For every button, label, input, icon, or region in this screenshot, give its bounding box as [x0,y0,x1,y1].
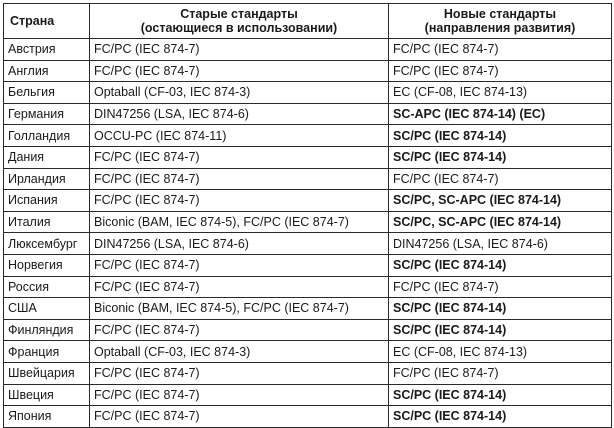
table-row [4,341,612,363]
country-cell: Австрия [4,39,90,61]
new-standard-cell: DIN47256 (LSA, IEC 874-6) [389,233,612,255]
new-standard-cell: FC/PC (IEC 874-7) [389,276,612,298]
table-row [4,82,612,104]
new-standard-cell: SC/PC (IEC 874-14) [389,298,612,320]
old-standard-cell: FC/PC (IEC 874-7) [90,60,389,82]
table-row [4,60,612,82]
new-standard-cell: SC/PC (IEC 874-14) [389,319,612,341]
country-cell: Швейцария [4,362,90,384]
new-standard-cell: FC/PC (IEC 874-7) [389,39,612,61]
country-cell: Япония [4,406,90,428]
country-cell: Финляндия [4,319,90,341]
old-standard-cell: Optaball (CF-03, IEC 874-3) [90,82,389,104]
header-new-subtitle: (направления развития) [424,21,576,35]
country-cell: Бельгия [4,82,90,104]
old-standard-cell: Biconic (BAM, IEC 874-5), FC/PC (IEC 874-7) [90,298,389,320]
new-standard-cell: SC/PC (IEC 874-14) [389,254,612,276]
country-cell: Швеция [4,384,90,406]
new-standard-cell: SC/PC (IEC 874-14) [389,384,612,406]
old-standard-cell: FC/PC (IEC 874-7) [90,406,389,428]
country-cell: Норвегия [4,254,90,276]
table-row [4,190,612,212]
table-row [4,103,612,125]
new-standard-cell: FC/PC (IEC 874-7) [389,168,612,190]
header-old-standards [90,4,389,39]
table-body [4,39,612,428]
country-cell: Люксембург [4,233,90,255]
new-standard-cell: SC/PC, SC-APC (IEC 874-14) [389,190,612,212]
table-row [4,146,612,168]
table-row [4,362,612,384]
old-standard-cell: FC/PC (IEC 874-7) [90,362,389,384]
country-cell: Россия [4,276,90,298]
table-row [4,39,612,61]
old-standard-cell: FC/PC (IEC 874-7) [90,190,389,212]
new-standard-cell: EC (CF-08, IEC 874-13) [389,82,612,104]
new-standard-cell: SC-APC (IEC 874-14) (EC) [389,103,612,125]
new-standard-cell: SC/PC (IEC 874-14) [389,406,612,428]
table-row [4,211,612,233]
old-standard-cell: FC/PC (IEC 874-7) [90,384,389,406]
country-cell: Испания [4,190,90,212]
new-standard-cell: SC/PC, SC-APC (IEC 874-14) [389,211,612,233]
header-old-subtitle: (остающиеся в использовании) [140,21,338,35]
new-standard-cell: SC/PC (IEC 874-14) [389,146,612,168]
table-row [4,298,612,320]
table-row [4,319,612,341]
old-standard-cell: FC/PC (IEC 874-7) [90,168,389,190]
old-standard-cell: Biconic (BAM, IEC 874-5), FC/PC (IEC 874-7) [90,211,389,233]
country-cell: Дания [4,146,90,168]
old-standard-cell: FC/PC (IEC 874-7) [90,39,389,61]
country-cell: Франция [4,341,90,363]
country-cell: Италия [4,211,90,233]
new-standard-cell: FC/PC (IEC 874-7) [389,60,612,82]
country-cell: Англия [4,60,90,82]
country-cell: США [4,298,90,320]
standards-table [3,3,612,428]
country-cell: Германия [4,103,90,125]
header-country: Страна [4,4,90,39]
new-standard-cell: FC/PC (IEC 874-7) [389,362,612,384]
old-standard-cell: DIN47256 (LSA, IEC 874-6) [90,103,389,125]
header-row [4,4,612,39]
header-old-title: Старые стандарты [180,7,298,21]
header-new-standards [389,4,612,39]
old-standard-cell: Optaball (CF-03, IEC 874-3) [90,341,389,363]
old-standard-cell: FC/PC (IEC 874-7) [90,254,389,276]
country-cell: Голландия [4,125,90,147]
new-standard-cell: EC (CF-08, IEC 874-13) [389,341,612,363]
table-row [4,125,612,147]
old-standard-cell: FC/PC (IEC 874-7) [90,276,389,298]
table-row [4,276,612,298]
table-row [4,384,612,406]
old-standard-cell: DIN47256 (LSA, IEC 874-6) [90,233,389,255]
header-new-title: Новые стандарты [443,7,557,21]
table-row [4,254,612,276]
new-standard-cell: SC/PC (IEC 874-14) [389,125,612,147]
old-standard-cell: FC/PC (IEC 874-7) [90,146,389,168]
old-standard-cell: OCCU-PC (IEC 874-11) [90,125,389,147]
table-row [4,233,612,255]
country-cell: Ирландия [4,168,90,190]
old-standard-cell: FC/PC (IEC 874-7) [90,319,389,341]
table-row [4,168,612,190]
table-row [4,406,612,428]
